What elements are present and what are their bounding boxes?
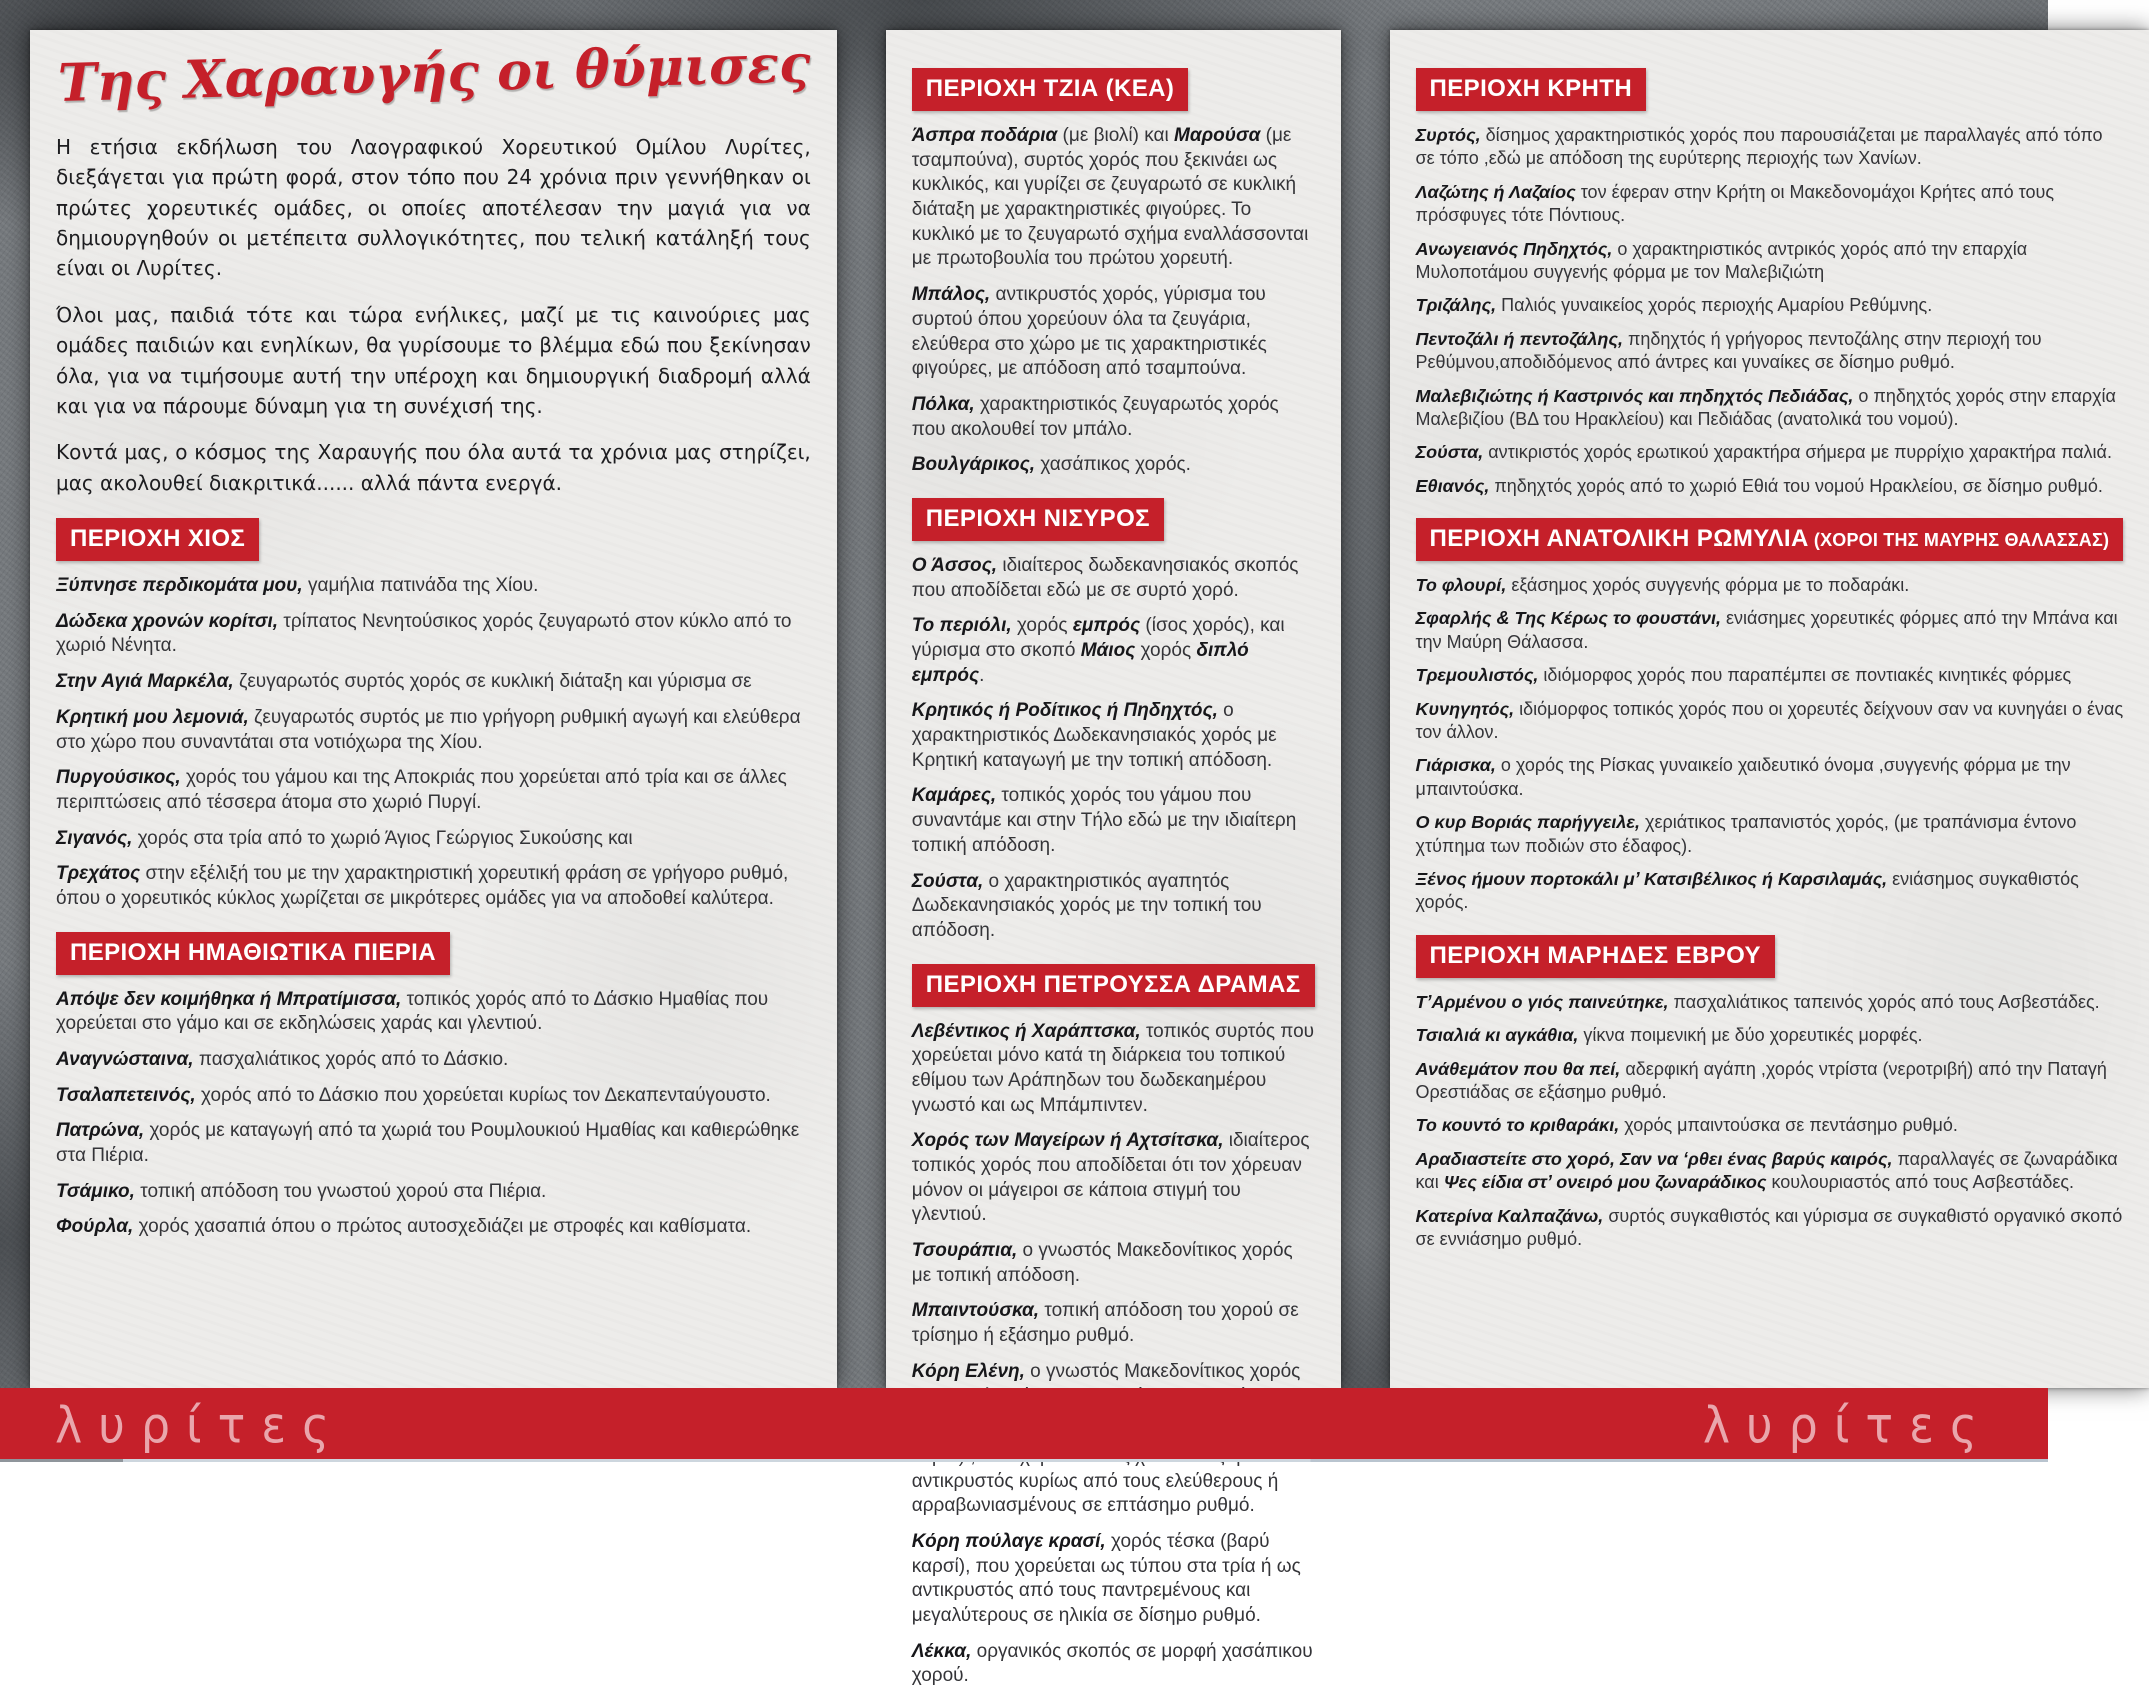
dance-name: Πεντοζάλι ή πεντοζάλης, [1415, 328, 1623, 349]
dance-name: Κόρη πούλαγε κρασί, [911, 1530, 1106, 1552]
section-header-row [1416, 68, 2124, 111]
dance-description: χορός μπαιντούσκα σε πεντάσημο ρυθμό. [1619, 1115, 1958, 1136]
dance-name: Τσάμικο, [56, 1180, 135, 1202]
footer-bar [0, 1388, 2048, 1462]
dance-description: πηδηχτός ή γρήγορος πεντοζάλης στην περιοχή του Ρεθύμνου,αποδιδόμενος από άντρες και γυναίκες σε δίσημο ρυθμό. [1415, 328, 2042, 373]
dance-item [1416, 385, 2124, 432]
dance-description: τρίπατος Νενητούσικος χορός ζευγαρωτό στον κύκλο από το χωριό Νένητα. [56, 610, 792, 657]
section [1416, 935, 2124, 1252]
dance-description: χορός χασαπιά όπου ο πρώτος αυτοσχεδιάζει με στροφές και καθίσματα. [133, 1216, 752, 1238]
dance-name: Αναγνώσταινα, [56, 1049, 194, 1071]
dance-name: Ξένος ήμουν πορτοκάλι μ’ Κατσιβέλικος ή Καρσιλαμάς, [1415, 868, 1888, 889]
dance-item [912, 614, 1315, 688]
dance-name: Μάιος [1080, 640, 1136, 661]
dance-description: χαρακτηριστικός ζευγαρωτός χορός που ακολουθεί τον μπάλο. [911, 393, 1279, 440]
dance-item [912, 1640, 1315, 1689]
section [56, 518, 811, 912]
dance-name: Ανωγειανός Πηδηχτός, [1415, 238, 1613, 259]
dance-name: Τρεμουλιστός, [1415, 665, 1539, 686]
dance-item [1416, 1058, 2124, 1105]
dance-name: Καμάρες, [911, 785, 997, 807]
dance-name: Γιάρισκα, [1415, 755, 1496, 776]
dance-description: αντικριστός χορός ερωτικού χαρακτήρα σήμερα με πυρρίχιο χαρακτήρα παλιά. [1483, 442, 2112, 463]
dance-item [1416, 811, 2124, 858]
intro-paragraph: Η ετήσια εκδήλωση του Λαογραφικού Χορευτικού Ομίλου Λυρίτες, διεξάγεται για πρώτη φορά, στον τόπο που 24 χρόνια πριν γεννήθηκαν οι πρώτες χορευτικές ομάδες, οι οποίες αποτέλεσαν την μαγιά για να δημιουργηθούν οι μετέπειτα συλλογικότητες, που τελική κατάληξή τους είναι οι Λυρίτες. [56, 134, 811, 281]
dance-item [912, 699, 1315, 773]
dance-item [1416, 991, 2124, 1014]
dance-name: Χορός των Μαγείρων ή Αχτσίτσκα, [911, 1130, 1224, 1152]
dance-name: Κυνηγητός, [1415, 698, 1515, 719]
dance-name: Το κουντό το κριθαράκι, [1415, 1115, 1620, 1136]
dance-description: τοπικός χορός από το Δάσκιο Ημαθίας που χορεύεται στο γάμο και σε εκδηλώσεις χαράς και γλεντιού. [56, 988, 769, 1035]
dance-name: Κατερίνα Καλπαζάνω, [1415, 1205, 1604, 1226]
dance-item [1416, 1148, 2124, 1195]
section-header: ΠΕΡΙΟΧΗ ΚΡΗΤΗ [1416, 68, 1647, 111]
intro-paragraph: Όλοι μας, παιδιά τότε και τώρα ενήλικες, μαζί με τις καινούριες μας ομάδες παιδιών και ενηλίκων, θα γυρίσουμε το βλέμμα εδώ που ξεκίνησαν όλα, για να τιμήσουμε αυτή την υπέροχη και δημιουργική διαδρομή αλλά και για να πάρουμε δύναμη για τη συνέχισή της. [56, 302, 811, 418]
dance-item [56, 1180, 811, 1205]
dance-item [1416, 754, 2124, 801]
dance-description: χασάπικος χορός. [1035, 454, 1191, 476]
dance-item [1416, 698, 2124, 745]
dance-name: Λαζώτης ή Λαζαίος [1415, 181, 1576, 202]
dance-item [912, 870, 1315, 944]
dance-item [912, 1020, 1315, 1119]
dance-description: χορός από το Δάσκιο που χορεύεται κυρίως τον Δεκαπενταύγουστο. [195, 1084, 771, 1106]
section-header-row [912, 68, 1315, 111]
dance-item [56, 574, 811, 599]
dance-description: δίσημος χαρακτηριστικός χορός που παρουσιάζεται με παραλλαγές από τόπο σε τόπο ,εδώ με απόδοση της ευρύτερης περιοχής των Χανίων. [1415, 125, 2103, 169]
dance-description: (με τσαμπούνα), συρτός χορός που ξεκινάει ως κυκλικός, και γυρίζει σε ζευγαρωτό σε κυκλική διάταξη με χαρακτηριστικές φιγούρες. Το κυκλικό με το ζευγαρωτό σχήμα εναλλάσσονται με πρωτοβουλία του πρώτου χορευτή. [911, 125, 1309, 270]
columns [30, 30, 2124, 1687]
dance-item [1416, 868, 2124, 915]
column [1390, 30, 2149, 1388]
section-header: ΠΕΡΙΟΧΗ ΗΜΑΘΙΩΤΙΚΑ ΠΙΕΡΙΑ [56, 932, 450, 975]
dance-item [1416, 664, 2124, 687]
dance-item [56, 862, 811, 911]
dance-item [1416, 607, 2124, 654]
section [912, 498, 1315, 944]
dance-name: Σούστα, [911, 870, 984, 892]
dance-name: Σούστα, [1415, 442, 1484, 463]
dance-name: Μαρούσα [1174, 125, 1261, 146]
dance-item [56, 766, 811, 815]
dance-name: Στην Αγιά Μαρκέλα, [56, 671, 234, 693]
section-header-row [912, 498, 1315, 541]
dance-name: Το περιόλι, [911, 615, 1012, 637]
dance-description: ο χαρακτηριστικός αντρικός χορός από την επαρχία Μυλοποτάμου συγγενής φόρμα με τον Μαλεβιζιώτη [1415, 238, 2028, 282]
dance-description: ενιάσημος συγκαθιστός χορός. [1415, 868, 2079, 913]
dance-item [912, 554, 1315, 603]
dance-description: τον έφεραν στην Κρήτη οι Μακεδονομάχοι Κρήτες από τους πρόσφυγες τότε Πόντιους. [1415, 181, 2055, 226]
section [1416, 518, 2124, 915]
dance-item [1416, 1024, 2124, 1047]
dance-description: ο πηδηχτός χορός στην επαρχία Μαλεβιζίου (ΒΔ του Ηρακλείου) και Πεδιάδας (ανατολικά του νομού). [1415, 385, 2116, 429]
dance-name: Εθιανός, [1415, 475, 1490, 496]
dance-description: χορός του γάμου και της Αποκριάς που χορεύεται από τρία και σε άλλες περιπτώσεις από τέσσερα άτομα στο χωριό Πυργί. [56, 767, 787, 813]
dance-description: χορός τέσκα (βαρύ καρσί), που χορεύεται ως τύπου στα τρία ή ως αντικρυστός από τους παντρεμένους και μεγαλύτερους σε ηλικία σε δίσημο ρυθμό. [911, 1530, 1301, 1626]
dance-description: (με βιολί) και [1057, 125, 1175, 146]
section-header-row [56, 932, 811, 975]
section [912, 964, 1315, 1689]
section [1416, 68, 2124, 498]
dance-name: Τρεχάτος [56, 863, 141, 885]
dance-description: πασχαλιάτικος ταπεινός χορός από τους Ασβεστάδες. [1668, 991, 2100, 1012]
dance-item [56, 1084, 811, 1109]
dance-name: Μπάλος, [911, 284, 991, 306]
dance-name: Κρητικός ή Ροδίτικος ή Πηδηχτός, [911, 700, 1218, 722]
dance-item [912, 1299, 1315, 1348]
dance-item [56, 706, 811, 755]
dance-description: Παλιός γυναικείος χορός περιοχής Αμαρίου Ρεθύμνης. [1496, 295, 1933, 316]
dance-item [912, 784, 1315, 858]
dance-item [1416, 124, 2124, 171]
dance-name: Απόψε δεν κοιμήθηκα ή Μπρατίμισσα, [56, 988, 402, 1010]
dance-name: Άσπρα ποδάρια [911, 125, 1058, 146]
dance-description: αδερφική αγάπη ,χορός ντρίστα (νεροτριβή) από την Παταγή Ορεστιάδας σε εξάσημο ρυθμό. [1415, 1058, 2107, 1102]
dance-description: χορός [1135, 640, 1197, 661]
dance-description: χορός με καταγωγή από τα χωριά του Ρουμλουκιού Ημαθίας και καθιερώθηκε στα Πιέρια. [56, 1120, 800, 1167]
dance-name: Τσιαλιά κι αγκάθια, [1415, 1025, 1579, 1046]
section-header-row [1416, 935, 2124, 978]
dance-name: Κόρη Ελένη, [911, 1360, 1025, 1382]
dance-description: ιδιαίτερος τοπικός χορός που αποδίδεται ότι τον χόρευαν μόνον οι μάγειροι σε κάποια στιγμή του γλεντιού. [911, 1130, 1310, 1226]
section-header: ΠΕΡΙΟΧΗ ΜΑΡΗΔΕΣ ΕΒΡΟΥ [1416, 935, 1775, 978]
dance-name: Τ’Αρμένου ο γιός παινεύτηκε, [1415, 991, 1669, 1012]
dance-description: παραλλαγές σε ζωναράδικα και [1415, 1148, 2118, 1193]
dance-name: διπλό εμπρός [911, 640, 1249, 686]
dance-description: τοπική απόδοση του χορού σε τρίσημο ή εξάσημο ρυθμό. [911, 1300, 1299, 1347]
dance-description: τοπική απόδοση του γνωστού χορού στα Πιέρια. [134, 1180, 547, 1202]
dance-name: εμπρός [1072, 615, 1141, 637]
section [56, 932, 811, 1241]
section-header-row [1416, 518, 2124, 561]
dance-item [56, 670, 811, 695]
dance-name: Τσουράπια, [911, 1240, 1018, 1262]
dance-description: ζευγαρωτός συρτός με πιο γρήγορη ρυθμική αγωγή και ελεύθερα στο χώρο που συναντάται στα νοτιόχωρα της Χίου. [56, 706, 801, 753]
dance-item [1416, 294, 2124, 317]
dance-description: ιδιόμορφος τοπικός χορός που οι χορευτές δείχνουν σαν να κυνηγάει ο ένας τον άλλον. [1415, 698, 2124, 743]
section-header-row [912, 964, 1315, 1007]
dance-name: Ανάθεμάτον που θα πεί, [1415, 1058, 1621, 1079]
dance-name: Τσαλαπετεινός, [56, 1084, 196, 1106]
dance-item [1416, 1114, 2124, 1137]
dance-item [1416, 574, 2124, 597]
dance-name: Ψες είδια στ’ ονειρό μου ζωναράδικος [1443, 1172, 1767, 1193]
dance-item [1416, 1205, 2124, 1252]
dance-item [1416, 238, 2124, 285]
dance-item [1416, 181, 2124, 228]
column [30, 30, 837, 1388]
dance-name: Πατρώνα, [56, 1120, 145, 1142]
dance-name: Λέκκα, [911, 1640, 972, 1662]
dance-name: Βουλγάρικος, [911, 454, 1036, 476]
dance-description: τοπικός συρτός που χορεύεται μόνο κατά τη διάρκεια του τοπικού εθίμου των Αράπηδων του δωδεκαημέρου γνωστό και ως Μπάμπιντεν. [911, 1020, 1315, 1116]
section-header-note: (ΧΟΡΟΙ ΤΗΣ ΜΑΥΡΗΣ ΘΑΛΑΣΣΑΣ) [1808, 530, 2110, 551]
brand-logo-left: λυρίτες [55, 1395, 346, 1455]
dance-description: χορός στα τρία από το χωριό Άγιος Γεώργιος Συκούσης και [132, 827, 633, 849]
dance-name: Μαλεβιζιώτης ή Καστρινός και πηδηχτός Πεδιάδας, [1415, 385, 1854, 406]
section [912, 68, 1315, 478]
dance-name: Ο κυρ Βοριάς παρήγγειλε, [1415, 812, 1641, 833]
dance-description: ο γνωστός Μακεδονίτικος χορός με τοπική απόδοση. [911, 1240, 1293, 1286]
dance-description: συρτός συγκαθιστός και γύρισμα σε συγκαθιστό οργανικό σκοπό σε εννιάσημο ρυθμό. [1415, 1205, 2123, 1249]
dance-name: Συρτός, [1415, 125, 1481, 145]
dance-item [912, 1530, 1315, 1629]
dance-description: χεριάτικος τραπανιστός χορός, (με τραπάνισμα έντονο χτύπημα των ποδιών στο έδαφος). [1415, 812, 2077, 856]
dance-item [912, 124, 1315, 272]
column [886, 30, 1341, 1687]
dance-description: οργανικός σκοπός σε μορφή χασάπικου χορού. [911, 1640, 1313, 1687]
dance-name: Πόλκα, [911, 393, 975, 415]
dance-description: πασχαλιάτικος χορός από το Δάσκιο. [193, 1049, 509, 1071]
dance-item [1416, 475, 2124, 498]
section-header-row [56, 518, 811, 561]
section-header: ΠΕΡΙΟΧΗ ΧΙΟΣ [56, 518, 259, 561]
dance-item [1416, 441, 2124, 464]
section-header: ΠΕΡΙΟΧΗ ΝΙΣΥΡΟΣ [912, 498, 1164, 541]
section-header: ΠΕΡΙΟΧΗ ΑΝΑΤΟΛΙΚΗ ΡΩΜΥΛΙΑ (ΧΟΡΟΙ ΤΗΣ ΜΑΥΡΗΣ ΘΑΛΑΣΣΑΣ) [1416, 518, 2124, 561]
dance-description: στην εξέλιξή του με την χαρακτηριστική χορευτική φράση σε γρήγορο ρυθμό, όπου ο χορευτικός κύκλος χωρίζεται σε μικρότερες ομάδες για να αποδοθεί καλύτερα. [56, 863, 789, 909]
dance-name: Πυργούσικος, [56, 767, 181, 789]
dance-item [912, 393, 1315, 442]
dance-description: ιδιαίτερος δωδεκανησιακός σκοπός που αποδίδεται εδώ με σε συρτό χορό. [911, 554, 1299, 601]
dance-item [912, 1239, 1315, 1288]
dance-description: χορός [1011, 615, 1073, 637]
dance-name: Ξύπνησε περδικομάτα μου, [56, 575, 303, 597]
dance-item [56, 1215, 811, 1240]
dance-item [56, 988, 811, 1037]
dance-name: Αραδιαστείτε στο χορό, Σαν να ‘ρθει ένας βαρύς καιρός, [1415, 1148, 1893, 1169]
dance-description: εξάσημος χορός συγγενής φόρμα με το ποδαράκι. [1506, 575, 1910, 596]
dance-name: Σιγανός, [56, 827, 133, 849]
dance-description: ενιάσημες χορευτικές φόρμες από την Μπάνα και την Μαύρη Θάλασσα. [1415, 608, 2118, 652]
dance-description: . [979, 664, 985, 686]
dance-description: ζευγαρωτός συρτός χορός σε κυκλική διάταξη και γύρισμα σε [233, 671, 752, 693]
dance-name: Μπαιντούσκα, [911, 1300, 1040, 1322]
dance-name: Κρητική μου λεμονιά, [56, 706, 249, 728]
section-header: ΠΕΡΙΟΧΗ ΤΖΙΑ (ΚΕΑ) [912, 68, 1189, 111]
dance-item [912, 283, 1315, 382]
dance-description: κουλουριαστός από τους Ασβεστάδες. [1766, 1172, 2075, 1193]
dance-description: (ίσος χορός), και γύρισμα στο σκοπό [911, 615, 1285, 661]
dance-description: γίκνα ποιμενική με δύο χορευτικές μορφές. [1578, 1025, 1923, 1046]
section-header: ΠΕΡΙΟΧΗ ΠΕΤΡΟΥΣΣΑ ΔΡΑΜΑΣ [912, 964, 1315, 1007]
dance-description: αντικρυστός κυρίως από τους ελεύθερους ή αρραβωνιασμένους σε επτάσημο ρυθμό. [911, 1470, 1279, 1517]
dance-name: Το φλουρί, [1415, 575, 1507, 596]
dance-item [912, 453, 1315, 478]
dance-description: πηδηχτός χορός από το χωριό Εθιά του νομού Ηρακλείου, σε δίσημο ρυθμό. [1489, 475, 2103, 496]
dance-description: ιδιόμορφος χορός που παραπέμπει σε ποντιακές κινητικές φόρμες [1538, 665, 2072, 686]
dance-item [56, 1119, 811, 1168]
intro-paragraph: Κοντά μας, ο κόσμος της Χαραυγής που όλα αυτά τα χρόνια μας στηρίζει, μας ακολουθεί διακριτικά...... αλλά πάντα ενεργά. [56, 440, 811, 495]
dance-name: Φούρλα, [56, 1216, 134, 1238]
dance-description: ο χορός της Ρίσκας γυναικείο χαιδευτικό όνομα ,συγγενής φόρμα με την μπαιντούσκα. [1415, 755, 2071, 799]
dance-description: γαμήλια πατινάδα της Χίου. [302, 575, 539, 597]
dance-description: ο χαρακτηριστικός Δωδεκανησιακός χορός με Κρητική καταγωγή με την τοπική απόδοση. [911, 700, 1277, 771]
dance-description: αντικρυστός χορός, γύρισμα του συρτού όπου χορεύουν όλα τα ζευγάρια, ελεύθερα στο χώρο με τις χαρακτηριστικές φιγούρες, με απόδοση από τσαμπούνα. [911, 284, 1267, 380]
dance-item [1416, 328, 2124, 375]
dance-item [56, 1048, 811, 1073]
dance-name: Σφαρλής & Της Κέρως το φουστάνι, [1415, 608, 1721, 629]
brand-logo-right: λυρίτες [1702, 1395, 1993, 1455]
dance-description: ο γνωστός Μακεδονίτικος χορός [1030, 1360, 1301, 1382]
dance-description: τοπικός χορός του γάμου που συναντάμε και στην Τήλο εδώ με την ιδιαίτερη τοπική απόδοση. [911, 785, 1297, 856]
dance-name: Τριζάλης, [1415, 295, 1497, 316]
dance-name: Ο Άσσος, [911, 554, 998, 576]
dance-description: ο χαρακτηριστικός αγαπητός Δωδεκανησιακός χορός με την τοπική του απόδοση. [911, 870, 1262, 941]
dance-name: Δώδεκα χρονών κορίτσι, [56, 610, 279, 632]
dance-item [56, 827, 811, 852]
dance-item [56, 610, 811, 659]
dance-item [912, 1129, 1315, 1228]
page-title: Της Χαραυγής οι θύμισες [57, 33, 812, 114]
dance-name: Λεβέντικος ή Χαράπτσκα, [911, 1020, 1141, 1042]
